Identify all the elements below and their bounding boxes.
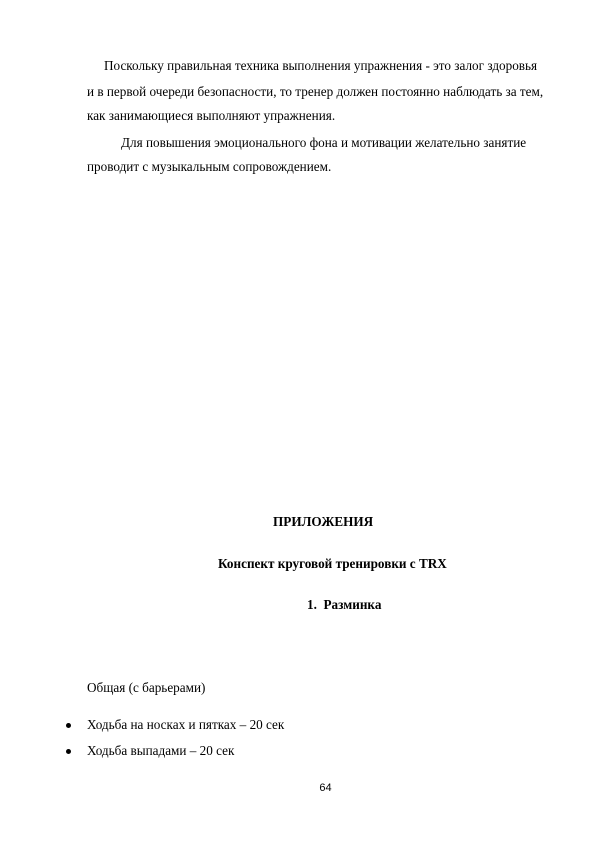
section-title: Разминка xyxy=(323,597,382,612)
appendix-subtitle: Конспект круговой тренировки с TRX xyxy=(218,556,447,571)
section-heading xyxy=(307,597,381,613)
page-number: 64 xyxy=(319,782,332,794)
paragraph1-line2: и в первой очереди безопасности, то тренер должен постоянно наблюдать за тем, xyxy=(87,84,544,99)
bullet-dot-icon xyxy=(66,723,71,728)
bullet-dot-icon xyxy=(66,749,71,754)
paragraph1-line1: Поскольку правильная техника выполнения упражнения - это залог здоровья xyxy=(104,58,538,73)
general-label: Общая (с барьерами) xyxy=(87,680,206,695)
section-number: 1. xyxy=(307,597,317,612)
list-item: Ходьба на носках и пятках – 20 сек xyxy=(87,717,285,732)
paragraph1-line3: как занимающиеся выполняют упражнения. xyxy=(87,108,336,123)
list-item: Ходьба выпадами – 20 сек xyxy=(87,743,235,758)
paragraph2-line1: Для повышения эмоционального фона и мотивации желательно занятие xyxy=(121,135,527,150)
paragraph2-line2: проводит с музыкальным сопровождением. xyxy=(87,159,332,174)
appendix-title: ПРИЛОЖЕНИЯ xyxy=(273,514,374,529)
